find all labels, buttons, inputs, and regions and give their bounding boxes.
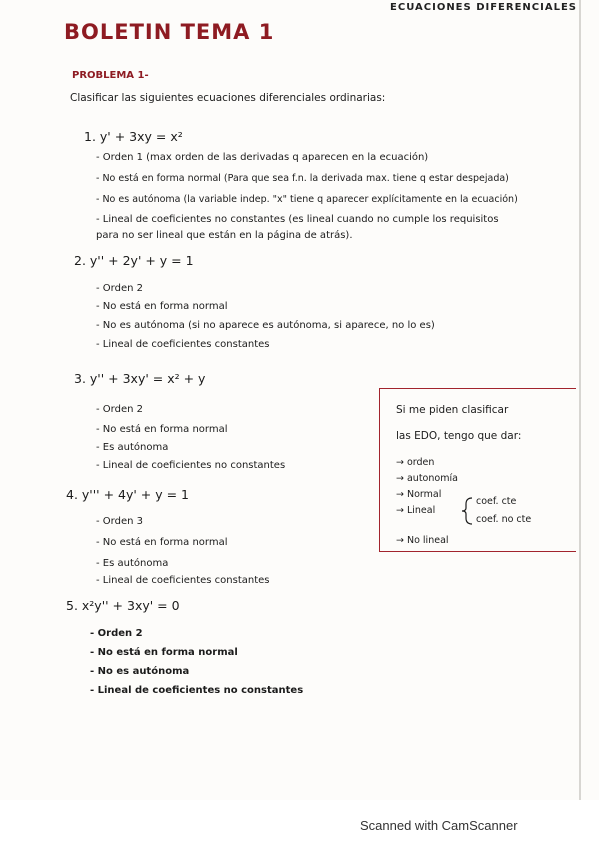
item-4-line: - Es autónoma xyxy=(96,558,169,569)
item-3-line: - Es autónoma xyxy=(96,442,169,453)
item-2-line: - Orden 2 xyxy=(96,283,143,294)
item-5-line: - Orden 2 xyxy=(90,628,143,639)
problem-statement: Clasificar las siguientes ecuaciones diferenciales ordinarias: xyxy=(70,92,386,104)
summary-line: Si me piden clasificar xyxy=(396,404,509,416)
page-title: BOLETIN TEMA 1 xyxy=(64,20,275,44)
item-1-line: para no ser lineal que están en la página de atrás). xyxy=(96,230,353,241)
item-1-line: - No está en forma normal (Para que sea f.n. la derivada max. tiene q estar despejada) xyxy=(96,173,509,184)
equation-1: 1. y' + 3xy = x² xyxy=(84,129,183,144)
item-1-line: - Orden 1 (max orden de las derivadas q aparecen en la ecuación) xyxy=(96,152,429,163)
summary-line: las EDO, tengo que dar: xyxy=(396,430,522,442)
item-2-line: - No es autónoma (si no aparece es autónoma, si aparece, no lo es) xyxy=(96,320,435,331)
item-4-line: - Orden 3 xyxy=(96,516,143,527)
problem-label: PROBLEMA 1- xyxy=(72,70,149,81)
equation-3: 3. y'' + 3xy' = x² + y xyxy=(74,371,206,386)
item-4-line: - Lineal de coeficientes constantes xyxy=(96,575,270,586)
item-3-line: - No está en forma normal xyxy=(96,424,228,435)
equation-5: 5. x²y'' + 3xy' = 0 xyxy=(66,598,180,613)
item-1-line: - No es autónoma (la variable indep. "x" tiene q aparecer explícitamente en la ecuación) xyxy=(96,194,518,205)
item-1-line: - Lineal de coeficientes no constantes (es lineal cuando no cumple los requisitos xyxy=(96,214,499,225)
item-3-line: - Lineal de coeficientes no constantes xyxy=(96,460,286,471)
item-5-line: - No está en forma normal xyxy=(90,647,238,658)
summary-no-lineal: → No lineal xyxy=(396,535,449,546)
equation-2: 2. y'' + 2y' + y = 1 xyxy=(74,253,194,268)
item-2-line: - Lineal de coeficientes constantes xyxy=(96,339,270,350)
item-5-line: - Lineal de coeficientes no constantes xyxy=(90,685,304,696)
summary-orden: → orden xyxy=(396,457,435,468)
item-4-line: - No está en forma normal xyxy=(96,537,228,548)
item-2-line: - No está en forma normal xyxy=(96,301,228,312)
item-5-line: - No es autónoma xyxy=(90,666,190,677)
item-3-line: - Orden 2 xyxy=(96,404,143,415)
brace-icon xyxy=(460,496,476,526)
page-header-subject: ECUACIONES DIFERENCIALES xyxy=(390,2,577,13)
summary-lineal: → Lineal xyxy=(396,505,436,516)
scanner-watermark: Scanned with CamScanner xyxy=(360,818,518,833)
summary-coef-no-cte: coef. no cte xyxy=(476,514,532,525)
equation-4: 4. y''' + 4y' + y = 1 xyxy=(66,487,190,502)
summary-normal: → Normal xyxy=(396,489,442,500)
summary-autonomia: → autonomía xyxy=(396,473,458,484)
summary-coef-cte: coef. cte xyxy=(476,496,517,507)
